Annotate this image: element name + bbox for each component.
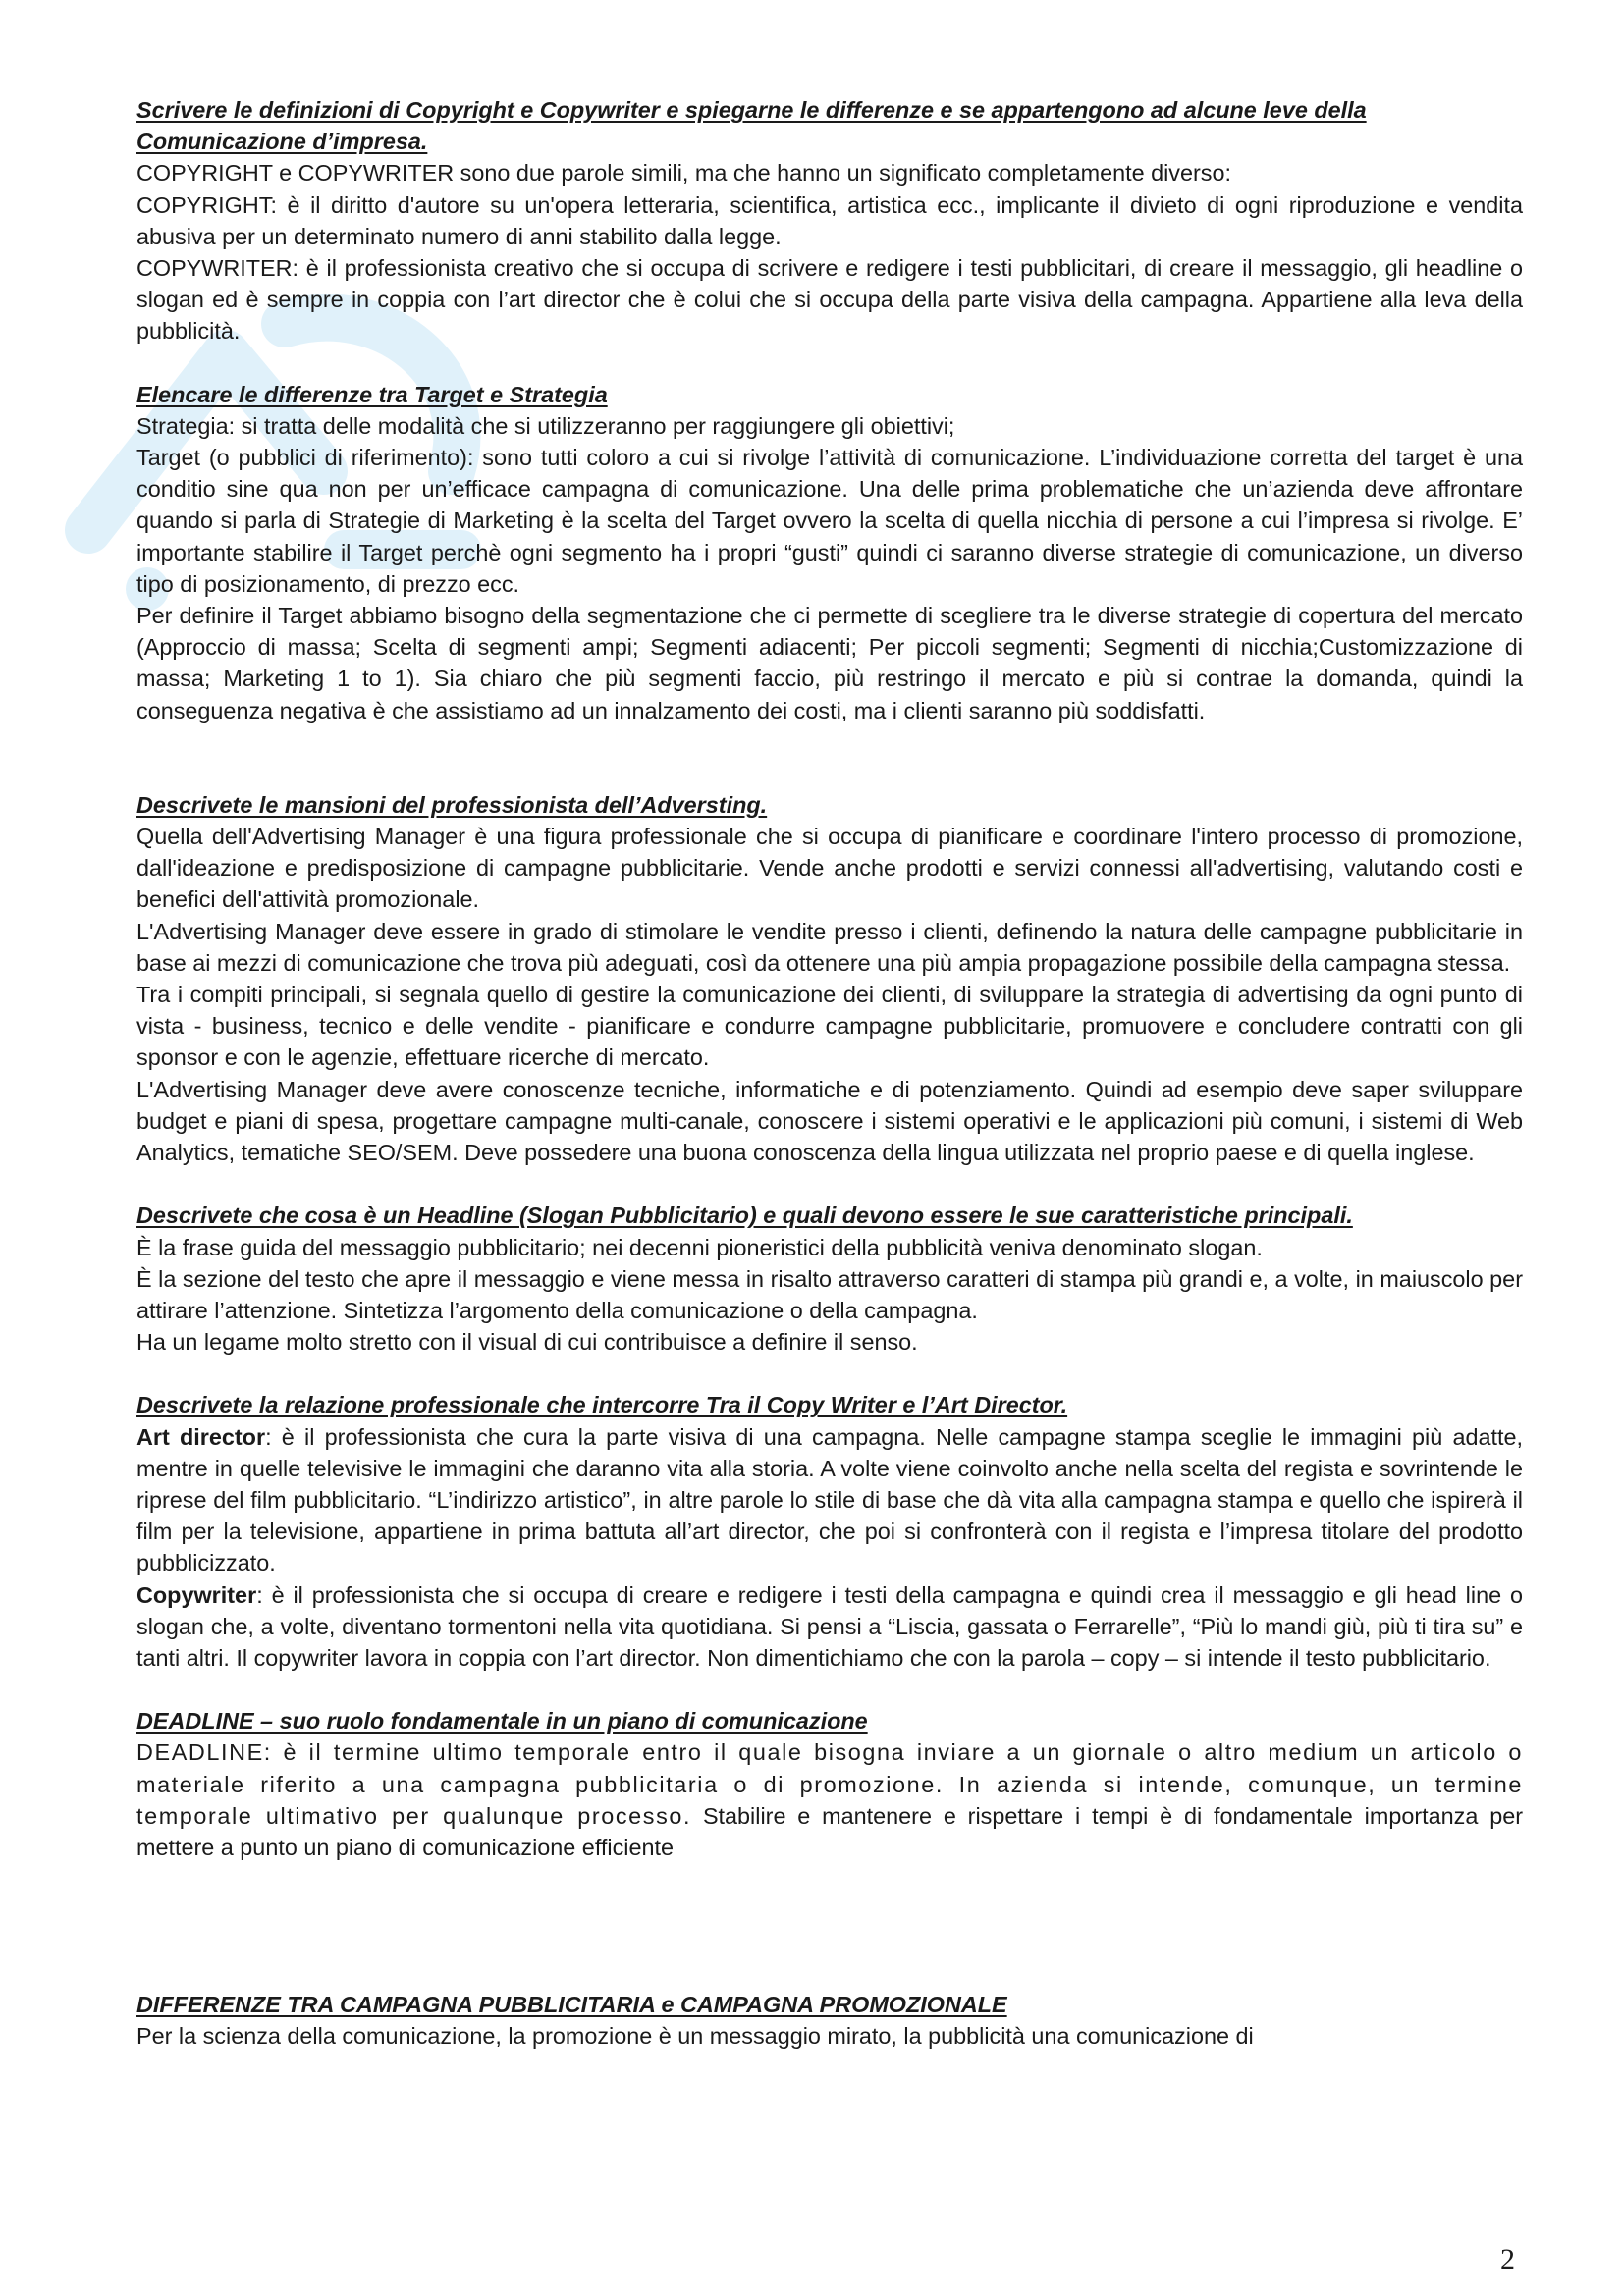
- paragraph: L'Advertising Manager deve avere conoscenze tecniche, informatiche e di potenziamento. Quindi ad esempio deve saper sviluppare budget e piani di spesa, progettare campagne multi-canale, conoscere i sistemi operativi e le applicazioni più comuni, i sistemi di Web Analytics, tematiche SEO/SEM. Deve possedere una buona conoscenza della lingua utilizzata nel proprio paese e di quella inglese.: [136, 1076, 1523, 1166]
- deadline-definition: DEADLINE: è il termine ultimo temporale entro il quale bisogna inviare a un giornale o altro medium un articolo o materiale riferito a una campagna pubblicitaria o di promozione. In azienda si intende, comunque, un termine temporale ultimativo per qualunque processo.: [136, 1739, 1523, 1829]
- definition-text: : è il professionista che cura la parte visiva di una campagna. Nelle campagne stampa sceglie le immagini più adatte, mentre in quelle televisive le immagini che daranno vita alla storia. A volte viene coinvolto anche nella scelta del regista e sovrintende le riprese del film pubblicitario. “L’indirizzo artistico”, in altre parole lo stile di base che dà vita alla campagna stampa e quello che ispirerà il film per la televisione, appartiene in prima battuta all’art director, che poi si confronterà con il regista e l’impresa titolare del prodotto pubblicizzato.: [136, 1423, 1523, 1576]
- section-headline: [136, 1200, 1523, 1358]
- page-number: 2: [1500, 2243, 1515, 2275]
- paragraph: COPYRIGHT e COPYWRITER sono due parole simili, ma che hanno un significato completamente diverso:: [136, 160, 1231, 187]
- section-heading: Descrivete le mansioni del professionista dell’Adversting.: [136, 791, 768, 818]
- term-copywriter: Copywriter: [136, 1581, 257, 1608]
- deadline-conclusion: Stabilire e mantenere e rispettare i tempi è di fondamentale importanza per mettere a punto un piano di comunicazione efficiente: [136, 1802, 1523, 1860]
- paragraph: COPYRIGHT: è il diritto d'autore su un'opera letteraria, scientifica, artistica ecc., implicante il divieto di ogni riproduzione e vendita abusiva per un determinato numero di anni stabilito dalla legge.: [136, 191, 1523, 249]
- paragraph-deadline: [136, 1736, 1523, 1863]
- document-page: [136, 94, 1523, 2053]
- paragraph: È la frase guida del messaggio pubblicitario; nei decenni pioneristici della pubblicità veniva denominato slogan.: [136, 1234, 1263, 1260]
- section-deadline: [136, 1705, 1523, 1863]
- section-campagne: [136, 1989, 1523, 2052]
- paragraph: COPYWRITER: è il professionista creativo che si occupa di scrivere e redigere i testi pubblicitari, di creare il messaggio, gli headline o slogan ed è sempre in coppia con l’art director che è colui che si occupa della parte visiva della campagna. Appartiene alla leva della pubblicità.: [136, 255, 1523, 345]
- section-heading: DIFFERENZE TRA CAMPAGNA PUBBLICITARIA e CAMPAGNA PROMOZIONALE: [136, 1992, 1007, 2018]
- paragraph: Per definire il Target abbiamo bisogno della segmentazione che ci permette di scegliere tra le diverse strategie di copertura del mercato (Approccio di massa; Scelta di segmenti ampi; Segmenti adiacenti; Per piccoli segmenti; Segmenti di nicchia;Customizzazione di massa; Marketing 1 to 1). Sia chiaro che più segmenti faccio, più restringo il mercato e più si contrae la domanda, quindi la conseguenza negativa è che assistiamo ad un innalzamento dei costi, ma i clienti saranno più soddisfatti.: [136, 603, 1523, 723]
- paragraph-art-director: [136, 1421, 1523, 1579]
- paragraph: Tra i compiti principali, si segnala quello di gestire la comunicazione dei clienti, di sviluppare la strategia di advertising da ogni punto di vista - business, tecnico e delle vendite - pianificare e condurre campagne pubblicitarie, promuovere e concludere contratti con gli sponsor e con le agenzie, effettuare ricerche di mercato.: [136, 982, 1523, 1071]
- paragraph: Quella dell'Advertising Manager è una figura professionale che si occupa di pianificare e coordinare l'intero processo di promozione, dall'ideazione e predisposizione di campagne pubblicitarie. Vende anche prodotti e servizi connessi all'advertising, valutando costi e benefici dell'attività promozionale.: [136, 824, 1523, 913]
- paragraph: Ha un legame molto stretto con il visual di cui contribuisce a definire il senso.: [136, 1329, 918, 1356]
- section-copyright-copywriter: [136, 94, 1523, 347]
- section-heading: Scrivere le definizioni di Copyright e Copywriter e spiegarne le differenze e se appartengono ad alcune leve della Comunicazione d’impresa.: [136, 97, 1367, 155]
- section-heading: Descrivete che cosa è un Headline (Slogan Pubblicitario) e quali devono essere le sue caratteristiche principali.: [136, 1202, 1353, 1229]
- section-heading: DEADLINE – suo ruolo fondamentale in un piano di comunicazione: [136, 1708, 868, 1735]
- paragraph: Target (o pubblici di riferimento): sono tutti coloro a cui si rivolge l’attività di comunicazione. L’individuazione corretta del target è una conditio sine qua non per un’efficace campagna di comunicazione. Una delle prima problematiche che un’azienda deve affrontare quando si parla di Strategie di Marketing è la scelta del Target ovvero la scelta di quella nicchia di persone a cui l’impresa si rivolge. E’ importante stabilire il Target perchè ogni segmento ha i propri “gusti” quindi ci saranno diverse strategie di comunicazione, un diverso tipo di posizionamento, di prezzo ecc.: [136, 445, 1523, 597]
- definition-text: : è il professionista che si occupa di creare e redigere i testi della campagna e quindi crea il messaggio e gli head line o slogan che, a volte, diventano tormentoni nella vita quotidiana. Si pensi a “Liscia, gassata o Ferrarelle”, “Più lo mandi giù, più ti tira su” e tanti altri. Il copywriter lavora in coppia con l’art director. Non dimentichiamo che con la parola – copy – si intende il testo pubblicitario.: [136, 1581, 1523, 1671]
- section-heading: Elencare le differenze tra Target e Strategia: [136, 381, 608, 407]
- paragraph: È la sezione del testo che apre il messaggio e viene messa in risalto attraverso caratteri di stampa più grandi e, a volte, in maiuscolo per attirare l’attenzione. Sintetizza l’argomento della comunicazione o della campagna.: [136, 1265, 1523, 1323]
- section-target-strategia: [136, 379, 1523, 726]
- term-art-director: Art director: [136, 1423, 266, 1450]
- paragraph: Per la scienza della comunicazione, la promozione è un messaggio mirato, la pubblicità una comunicazione di: [136, 2023, 1254, 2050]
- section-copywriter-art-director: [136, 1389, 1523, 1674]
- paragraph-copywriter: [136, 1579, 1523, 1675]
- section-advertising-manager: [136, 789, 1523, 1168]
- paragraph: Strategia: si tratta delle modalità che si utilizzeranno per raggiungere gli obiettivi;: [136, 412, 955, 439]
- section-heading: Descrivete la relazione professionale che intercorre Tra il Copy Writer e l’Art Director.: [136, 1392, 1068, 1418]
- paragraph: L'Advertising Manager deve essere in grado di stimolare le vendite presso i clienti, definendo la natura delle campagne pubblicitarie in base ai mezzi di comunicazione che trova più adeguati, così da ottenere una più ampia propagazione possibile della campagna stessa.: [136, 918, 1523, 976]
